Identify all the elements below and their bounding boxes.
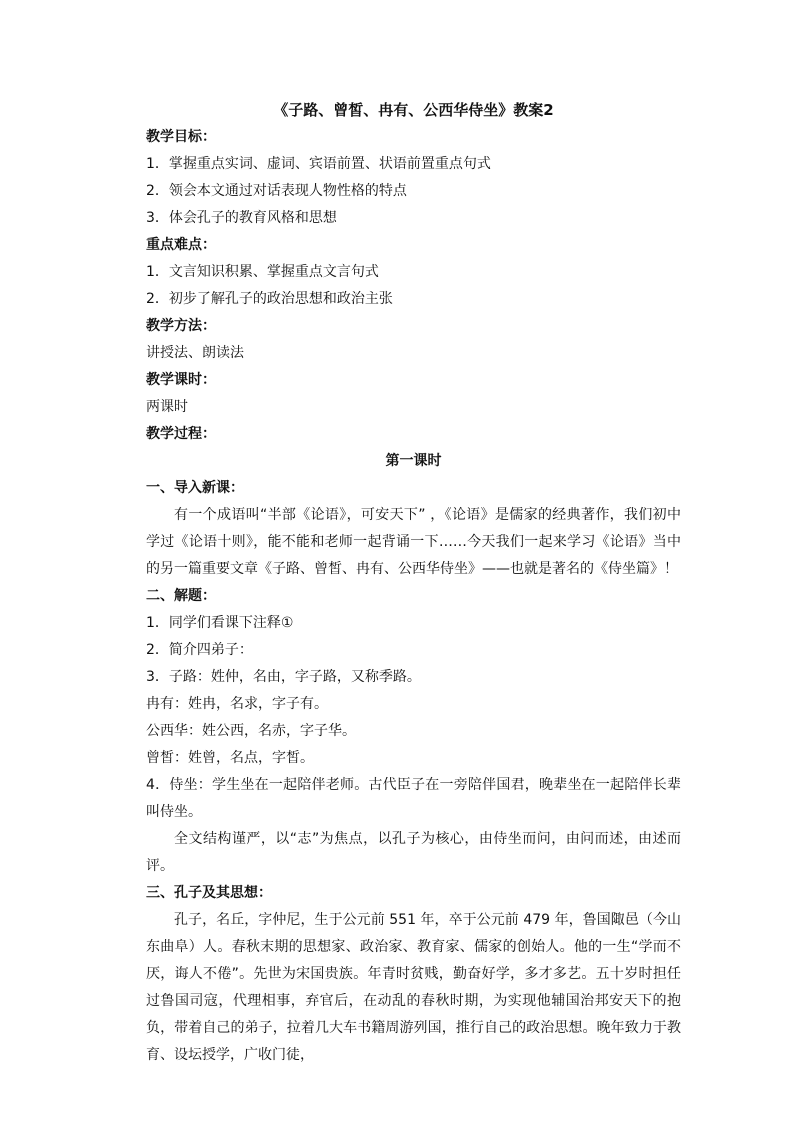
section1-paragraph: 有一个成语叫“半部《论语》，可安天下” ，《论语》是儒家的经典著作，我们初中学过《论语十则》，能不能和老师一起背诵一下……今天我们一起来学习《论语》当中的另一篇重要文章《子路、曾皙、冉有、公西华侍坐》——也就是著名的《侍坐篇》！: [146, 507, 681, 577]
section3-paragraph: 孔子，名丘，字仲尼，生于公元前 551 年，卒于公元前 479 年，鲁国陬邑（今山东曲阜）人。春秋末期的思想家、政治家、教育家、儒家的创始人。他的一生“学而不厌，诲人不倦”。先世为宋国贵族。年青时贫贱，勤奋好学，多才多艺。五十岁时担任过鲁国司寇，代理相事，弃官后，在动乱的春秋时期，为实现他辅国治邦安天下的抱负，带着自己的弟子，拉着几大车书籍周游列国，推行自己的政治思想。晚年致力于教育、设坛授学，广收门徒，: [146, 912, 681, 1063]
methods-text: 讲授法、朗读法: [146, 345, 244, 361]
methods-heading: 教学方法：: [146, 318, 216, 334]
section2-item: 1．同学们看课下注释①: [146, 615, 294, 631]
section2-item: 2．简介四弟子：: [146, 642, 253, 658]
document-title: 《子路、曾皙、冉有、公西华侍坐》教案2: [273, 101, 554, 119]
process-heading: 教学过程：: [146, 426, 216, 442]
section2-item: 冉有：姓冉，名求，字子有。: [146, 696, 328, 712]
section2-item: 3．子路：姓仲，名由，字子路，又称季路。: [146, 669, 421, 685]
difficulty-item: 2．初步了解孔子的政治思想和政治主张: [146, 291, 393, 307]
objective-item: 3．体会孔子的教育风格和思想: [146, 210, 337, 226]
objective-item: 2．领会本文通过对话表现人物性格的特点: [146, 183, 407, 199]
section3-heading: 三、孔子及其思想：: [146, 885, 272, 901]
section2-heading: 二、解题：: [146, 588, 216, 604]
objective-item: 1．掌握重点实词、虚词、宾语前置、状语前置重点句式: [146, 156, 491, 172]
section2-item: 曾皙：姓曾，名点，字皙。: [146, 750, 314, 766]
hours-text: 两课时: [146, 399, 188, 415]
section2-summary: 全文结构谨严，以“志”为焦点，以孔子为核心，由侍坐而问，由问而述，由述而评。: [146, 831, 681, 874]
difficulties-heading: 重点难点：: [146, 237, 216, 253]
section2-item4: 4．侍坐：学生坐在一起陪伴老师。古代臣子在一旁陪伴国君，晚辈坐在一起陪伴长辈叫侍坐。: [146, 777, 681, 820]
hours-heading: 教学课时：: [146, 372, 216, 388]
section1-heading: 一、导入新课：: [146, 480, 244, 496]
section2-item: 公西华：姓公西，名赤，字子华。: [146, 723, 356, 739]
objectives-heading: 教学目标：: [146, 129, 216, 145]
lesson-title: 第一课时: [385, 453, 442, 469]
difficulty-item: 1．文言知识积累、掌握重点文言句式: [146, 264, 379, 280]
document-body: [146, 97, 681, 1069]
